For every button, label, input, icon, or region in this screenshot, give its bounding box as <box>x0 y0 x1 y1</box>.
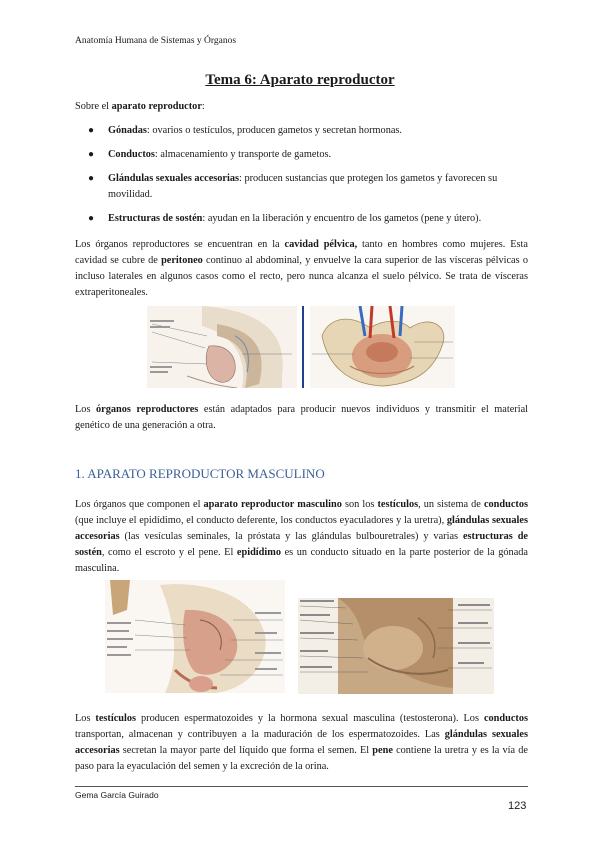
bold-run: testículos <box>95 713 137 724</box>
bullet-text: : ayudan en la liberación y encuentro de los gametos (pene y útero). <box>202 213 482 224</box>
page-number: 123 <box>508 800 527 812</box>
intro-lead: Sobre el <box>75 101 112 112</box>
text-run: tanto en hombres como mujeres. Esta cavidad se cubre de <box>75 239 528 266</box>
list-item <box>88 171 528 203</box>
bold-run: estructuras de sostén <box>75 531 528 558</box>
male-pelvis-figure <box>105 580 285 693</box>
bullet-text: : almacenamiento y transporte de gametos. <box>154 149 332 160</box>
intro-tail: : <box>201 101 205 112</box>
footer-divider <box>75 786 528 787</box>
intro-bold: aparato reproductor <box>111 101 202 112</box>
pelvis-superior-figure <box>310 306 455 388</box>
list-item <box>88 147 528 163</box>
text-run: están adaptados para producir nuevos individuos y transmitir el material genético de una generación a otra. <box>75 404 529 431</box>
text-run: producen espermatozoides y la hormona sexual masculina (testosterona). Los <box>136 713 484 724</box>
running-header: Anatomía Humana de Sistemas y Órganos <box>75 36 237 46</box>
bullet-list <box>88 123 528 235</box>
male-system-paragraph <box>75 497 528 577</box>
text-run: continuo al abdominal, y envuelve la cara superior de las vísceras pélvicas o incluso laterales en algunos casos como el recto, pero nunca alcanza el suelo pélvico. Se trata de vísceras extraperitoneales. <box>75 255 528 298</box>
bold-run: pene <box>372 745 393 756</box>
bold-run: aparato reproductor masculino <box>203 499 342 510</box>
bullet-text: : producen sustancias que protegen los gametos y favorecen su movilidad. <box>108 173 498 200</box>
footer-author: Gema García Guirado <box>75 790 159 800</box>
bold-run: conductos <box>483 499 529 510</box>
bullet-icon: ● <box>88 125 95 136</box>
text-run: , como el escroto y el pene. El <box>101 547 237 558</box>
text-run: Los órganos que componen el <box>75 499 204 510</box>
document-title: Tema 6: Aparato reproductor <box>205 72 395 88</box>
text-run: Los <box>75 713 96 724</box>
bullet-term: Gónadas <box>108 125 147 136</box>
section-heading: 1. APARATO REPRODUCTOR MASCULINO <box>75 466 325 481</box>
list-item <box>88 123 528 139</box>
cavity-paragraph <box>75 237 528 301</box>
text-run: secretan la mayor parte del líquido que forma el semen. El <box>119 745 373 756</box>
bold-run: conductos <box>483 713 528 724</box>
bold-run: peritoneo <box>161 255 203 266</box>
text-run: Los órganos reproductores se encuentran en la <box>75 239 285 250</box>
text-run: (que incluye el epidídimo, el conducto deferente, los conductos eyaculadores y la uretra), <box>75 515 447 526</box>
pelvic-sagittal-figure <box>147 306 297 388</box>
organs-paragraph <box>75 402 528 434</box>
bullet-term: Conductos <box>108 149 155 160</box>
bold-run: órganos reproductores <box>96 404 199 415</box>
intro-paragraph <box>75 99 528 115</box>
bullet-term: Estructuras de sostén <box>108 213 203 224</box>
testes-paragraph <box>75 711 528 775</box>
bullet-term: Glándulas sexuales accesorias <box>108 173 240 184</box>
bold-run: glándulas sexuales accesorias <box>75 729 528 756</box>
bullet-text: : ovarios o testículos, producen gametos y secretan hormonas. <box>146 125 402 136</box>
bullet-icon: ● <box>88 213 95 224</box>
bold-run: epidídimo <box>236 547 281 558</box>
bold-run: testículos <box>377 499 419 510</box>
bold-run: glándulas sexuales accesorias <box>75 515 528 542</box>
text-run: , un sistema de <box>418 499 484 510</box>
text-run: (las vesículas seminales, la próstata y las glándulas bulbouretrales) y varias <box>119 531 463 542</box>
text-run: son los <box>341 499 378 510</box>
text-run: Los <box>75 404 97 415</box>
list-item <box>88 211 528 227</box>
text-run: es un conducto situado en la parte posterior de la gónada masculina. <box>75 547 528 574</box>
male-sagittal-section-figure <box>298 598 494 694</box>
text-run: contiene la uretra y es la vía de paso para la eyaculación del semen y la excreción de la orina. <box>75 745 528 772</box>
text-run: transportan, almacenan y contribuyen a la maduración de los espermatozoides. Las <box>75 729 445 740</box>
figure-divider <box>302 306 304 388</box>
bullet-icon: ● <box>88 173 95 184</box>
bold-run: cavidad pélvica, <box>284 239 358 250</box>
bullet-icon: ● <box>88 149 95 160</box>
